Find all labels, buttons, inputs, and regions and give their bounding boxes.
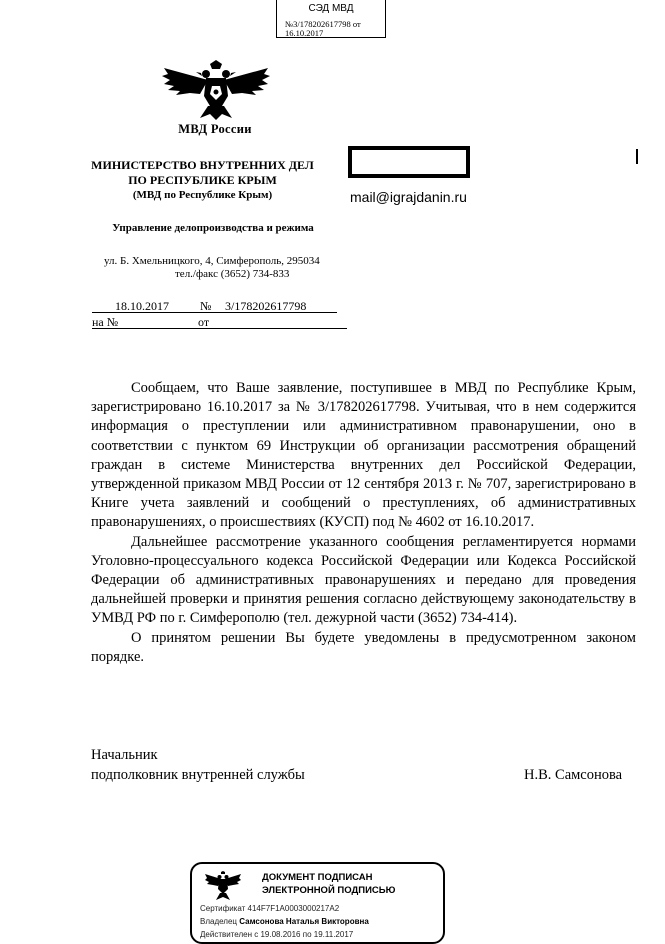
ds-owner bbox=[200, 917, 369, 926]
ds-certificate-value: 414F7F1A0003000217A2 bbox=[247, 904, 340, 913]
recipient-email: mail@igrajdanin.ru bbox=[350, 189, 467, 205]
small-eagle-emblem-icon bbox=[204, 871, 242, 901]
ds-valid-from: 19.08.2016 bbox=[260, 930, 301, 939]
agency-short-name: МВД России bbox=[178, 122, 252, 136]
body-paragraph-1: Сообщаем, что Ваше заявление, поступившее в МВД по Республике Крым, зарегистрировано 16.10.2017 за № 3/178202617798. Учитывая, что в нем содержится информация о преступлении или административном правонарушении, оно в соответствии с пунктом 69 Инструкции об организации рассмотрения обращений граждан в системе Министерства внутренних дел Российской Федерации, утвержденной приказом МВД России от 12 сентября 2013 г. № 707, зарегистрировано в Книге учета заявлений и сообщений о преступлениях, об административных правонарушениях, о происшествиях (КУСП) под № 4602 от 16.10.2017. bbox=[91, 380, 636, 531]
redacted-recipient-box bbox=[348, 146, 470, 178]
digital-signature-stamp bbox=[190, 862, 445, 944]
sed-stamp-title: СЭД МВД bbox=[308, 3, 354, 14]
ds-valid-to-label: по bbox=[302, 930, 312, 939]
body-paragraph-3: О принятом решении Вы будете уведомлены в предусмотренном законом порядке. bbox=[91, 629, 636, 665]
registration-date: 18.10.2017 bbox=[115, 299, 169, 313]
address-line: ул. Б. Хмельницкого, 4, Симферополь, 295034 bbox=[104, 255, 320, 267]
ds-title-line2: ЭЛЕКТРОННОЙ ПОДПИСЬЮ bbox=[262, 885, 396, 896]
ds-owner-value: Самсонова Наталья Викторовна bbox=[239, 917, 369, 926]
body-paragraph-2: Дальнейшее рассмотрение указанного сообщения регламентируется нормами Уголовно-процессуального кодекса Российской Федерации или Кодекса Российской Федерации об административных правонарушениях и передано для проведения дальнейшей проверки и принятия решения согласно действующему законодательству в УМВД РФ по г. Симферополю (тел. дежурной части (3652) 734-414). bbox=[91, 533, 636, 627]
registration-line bbox=[92, 299, 337, 313]
ministry-line2: ПО РЕСПУБЛИКЕ КРЫМ bbox=[128, 173, 277, 187]
registration-number: 3/178202617798 bbox=[225, 299, 307, 313]
registration-number-label: № bbox=[200, 299, 212, 313]
sed-stamp-reg bbox=[285, 20, 361, 38]
sed-registration-stamp bbox=[276, 0, 386, 38]
reference-number-label: на № bbox=[92, 315, 119, 329]
ds-valid-label: Действителен с bbox=[200, 930, 259, 939]
ds-certificate bbox=[200, 904, 339, 913]
signer-name: Н.В. Самсонова bbox=[524, 767, 623, 783]
reference-from-label: от bbox=[198, 315, 210, 329]
reference-line bbox=[92, 315, 347, 329]
ds-owner-label: Владелец bbox=[200, 917, 238, 926]
phone-line: тел./факс (3652) 734-833 bbox=[175, 268, 290, 280]
sed-stamp-reg-line2: 16.10.2017 bbox=[285, 28, 324, 38]
ministry-name-block bbox=[80, 158, 325, 203]
sed-stamp-reg-line1: №3/178202617798 от bbox=[285, 19, 361, 29]
ds-title-line1: ДОКУМЕНТ ПОДПИСАН bbox=[262, 872, 373, 883]
ministry-line3: (МВД по Республике Крым) bbox=[132, 189, 273, 201]
ministry-line1: МИНИСТЕРСТВО ВНУТРЕННИХ ДЕЛ bbox=[91, 158, 314, 172]
ds-certificate-label: Сертификат bbox=[200, 904, 246, 913]
department-name: Управление делопроизводства и режима bbox=[112, 222, 314, 234]
letter-body bbox=[91, 379, 636, 667]
margin-mark bbox=[636, 149, 638, 164]
signer-position: Начальник bbox=[91, 747, 158, 763]
ds-validity bbox=[200, 930, 353, 939]
double-headed-eagle-emblem-icon bbox=[160, 60, 272, 120]
signer-rank: подполковник внутренней службы bbox=[91, 767, 305, 783]
ds-valid-to: 19.11.2017 bbox=[313, 930, 354, 939]
